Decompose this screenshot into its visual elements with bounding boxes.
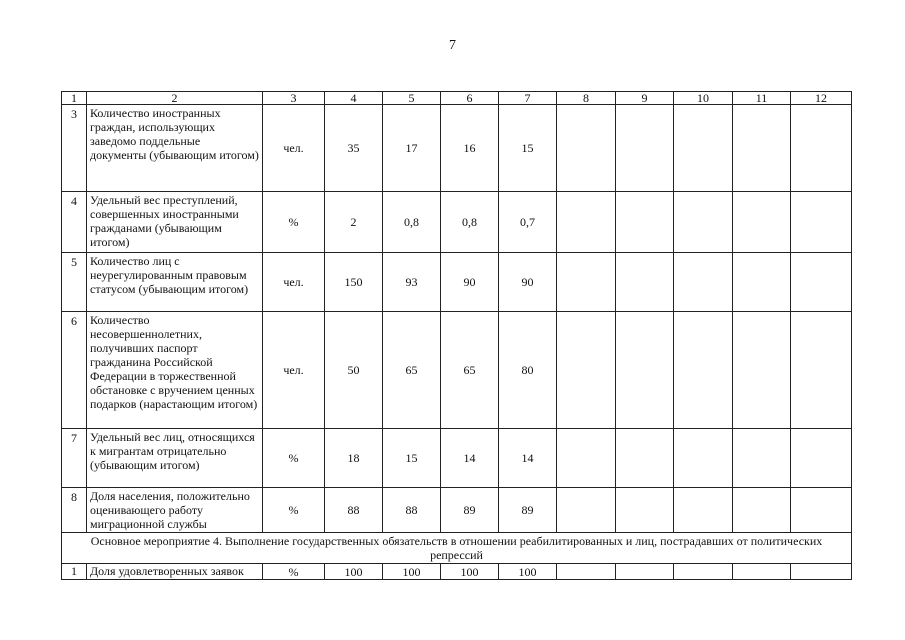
indicators-table: [61, 91, 852, 580]
value-cell: [791, 192, 852, 253]
value-cell: 18: [325, 429, 383, 488]
column-number: 6: [441, 92, 499, 105]
value-cell: 150: [325, 253, 383, 312]
value-cell: [674, 564, 733, 580]
column-number: 7: [499, 92, 557, 105]
unit-cell: %: [263, 488, 325, 533]
indicator-name: Доля удовлетворенных заявок: [87, 564, 263, 580]
value-cell: [674, 488, 733, 533]
value-cell: 0,8: [441, 192, 499, 253]
value-cell: [557, 429, 616, 488]
indicator-name: Количество несовершеннолетних, получивших паспорт гражданина Российской Федерации в торжественной обстановке с вручением ценных подарков (нарастающим итогом): [87, 312, 263, 429]
value-cell: 88: [325, 488, 383, 533]
value-cell: [791, 488, 852, 533]
value-cell: [674, 192, 733, 253]
row-number: 1: [62, 564, 87, 580]
value-cell: 0,7: [499, 192, 557, 253]
unit-cell: %: [263, 192, 325, 253]
column-number: 5: [383, 92, 441, 105]
value-cell: 88: [383, 488, 441, 533]
table-row: [62, 429, 852, 488]
column-number: 9: [616, 92, 674, 105]
row-number: 8: [62, 488, 87, 533]
indicator-name: Доля населения, положительно оценивающего работу миграционной службы: [87, 488, 263, 533]
unit-cell: %: [263, 564, 325, 580]
value-cell: [733, 488, 791, 533]
column-number: 11: [733, 92, 791, 105]
value-cell: 100: [383, 564, 441, 580]
indicator-name: Удельный вес лиц, относящихся к мигрантам отрицательно (убывающим итогом): [87, 429, 263, 488]
unit-cell: чел.: [263, 105, 325, 192]
value-cell: [791, 312, 852, 429]
column-number: 1: [62, 92, 87, 105]
value-cell: [616, 192, 674, 253]
unit-cell: чел.: [263, 253, 325, 312]
value-cell: 15: [383, 429, 441, 488]
value-cell: [557, 192, 616, 253]
section-row: [62, 533, 852, 564]
value-cell: [791, 253, 852, 312]
value-cell: 2: [325, 192, 383, 253]
column-number-row: [62, 92, 852, 105]
value-cell: [733, 253, 791, 312]
page-number: 7: [449, 38, 456, 53]
value-cell: [733, 564, 791, 580]
value-cell: 16: [441, 105, 499, 192]
value-cell: [674, 312, 733, 429]
value-cell: 65: [441, 312, 499, 429]
value-cell: [616, 564, 674, 580]
column-number: 12: [791, 92, 852, 105]
section-title: Основное мероприятие 4. Выполнение государственных обязательств в отношении реабилитированных и лиц, пострадавших от политических репрессий: [62, 533, 852, 564]
value-cell: 80: [499, 312, 557, 429]
column-number: 8: [557, 92, 616, 105]
table-row: [62, 105, 852, 192]
row-number: 3: [62, 105, 87, 192]
indicator-name: Количество иностранных граждан, использующих заведомо поддельные документы (убывающим итогом): [87, 105, 263, 192]
indicator-name: Количество лиц с неурегулированным правовым статусом (убывающим итогом): [87, 253, 263, 312]
value-cell: 93: [383, 253, 441, 312]
value-cell: [791, 564, 852, 580]
value-cell: 35: [325, 105, 383, 192]
value-cell: 100: [499, 564, 557, 580]
row-number: 6: [62, 312, 87, 429]
value-cell: 100: [441, 564, 499, 580]
column-number: 10: [674, 92, 733, 105]
row-number: 4: [62, 192, 87, 253]
value-cell: [616, 429, 674, 488]
value-cell: 14: [441, 429, 499, 488]
value-cell: 89: [441, 488, 499, 533]
value-cell: [616, 105, 674, 192]
value-cell: [557, 253, 616, 312]
value-cell: [557, 312, 616, 429]
value-cell: [733, 429, 791, 488]
value-cell: [733, 312, 791, 429]
value-cell: 90: [499, 253, 557, 312]
value-cell: [557, 564, 616, 580]
column-number: 2: [87, 92, 263, 105]
column-number: 4: [325, 92, 383, 105]
table-row: [62, 564, 852, 580]
value-cell: [733, 192, 791, 253]
table-row: [62, 488, 852, 533]
value-cell: 90: [441, 253, 499, 312]
value-cell: [674, 105, 733, 192]
indicator-name: Удельный вес преступлений, совершенных иностранными гражданами (убывающим итогом): [87, 192, 263, 253]
value-cell: 50: [325, 312, 383, 429]
row-number: 5: [62, 253, 87, 312]
value-cell: [616, 488, 674, 533]
value-cell: [616, 312, 674, 429]
table-row: [62, 253, 852, 312]
value-cell: 14: [499, 429, 557, 488]
row-number: 7: [62, 429, 87, 488]
value-cell: [674, 429, 733, 488]
value-cell: [791, 429, 852, 488]
value-cell: [557, 488, 616, 533]
value-cell: 17: [383, 105, 441, 192]
column-number: 3: [263, 92, 325, 105]
unit-cell: %: [263, 429, 325, 488]
value-cell: 15: [499, 105, 557, 192]
value-cell: 100: [325, 564, 383, 580]
table-row: [62, 192, 852, 253]
value-cell: [733, 105, 791, 192]
value-cell: [791, 105, 852, 192]
value-cell: [616, 253, 674, 312]
value-cell: 65: [383, 312, 441, 429]
unit-cell: чел.: [263, 312, 325, 429]
value-cell: 89: [499, 488, 557, 533]
value-cell: [674, 253, 733, 312]
table-row: [62, 312, 852, 429]
value-cell: 0,8: [383, 192, 441, 253]
value-cell: [557, 105, 616, 192]
